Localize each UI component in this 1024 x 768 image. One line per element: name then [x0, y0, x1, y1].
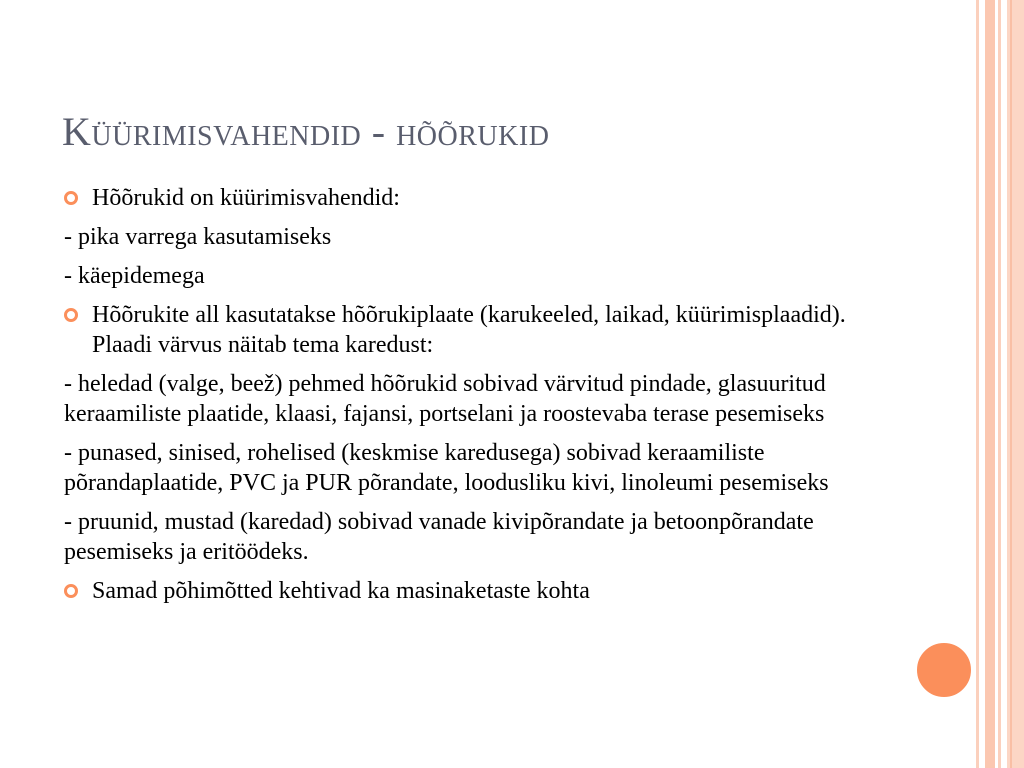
- slide-title: Küürimisvahendid - hõõrukid: [62, 109, 550, 154]
- bullet-circle-icon: [64, 584, 78, 598]
- bullet-text: Hõõrukid on küürimisvahendid:: [92, 185, 400, 211]
- bullet-text: Samad põhimõtted kehtivad ka masinaketaste kohta: [92, 578, 590, 604]
- sub-item: - käepidemega: [64, 263, 205, 289]
- bullet-circle-icon: [64, 191, 78, 205]
- slide-body: [62, 183, 892, 615]
- bullet-circle-icon: [64, 308, 78, 322]
- stripe: [976, 0, 979, 768]
- decorative-orange-circle: [914, 640, 974, 700]
- stripe: [985, 0, 995, 768]
- decorative-side-stripes: [976, 0, 1024, 768]
- sub-item: - pruunid, mustad (karedad) sobivad vanade kivipõrandate ja betoonpõrandate pesemiseks ja eritöödeks.: [64, 509, 814, 565]
- stripe: [998, 0, 1001, 768]
- sub-item: - punased, sinised, rohelised (keskmise karedusega) sobivad keraamiliste põrandaplaatide, PVC ja PUR põrandate, loodusliku kivi, linoleumi pesemiseks: [64, 440, 829, 496]
- sub-item: - heledad (valge, beež) pehmed hõõrukid sobivad värvitud pindade, glasuuritud keraamiliste plaatide, klaasi, fajansi, portselani ja roostevaba terase pesemiseks: [64, 371, 826, 427]
- bullet-item: [62, 183, 892, 213]
- bullet-item: [62, 576, 892, 606]
- bullet-text: Hõõrukite all kasutatakse hõõrukiplaate (karukeeled, laikad, küürimisplaadid). Plaadi värvus näitab tema karedust:: [92, 302, 846, 358]
- bullet-item: [62, 300, 892, 360]
- sub-item: - pika varrega kasutamiseks: [64, 224, 332, 250]
- stripe: [1010, 0, 1012, 768]
